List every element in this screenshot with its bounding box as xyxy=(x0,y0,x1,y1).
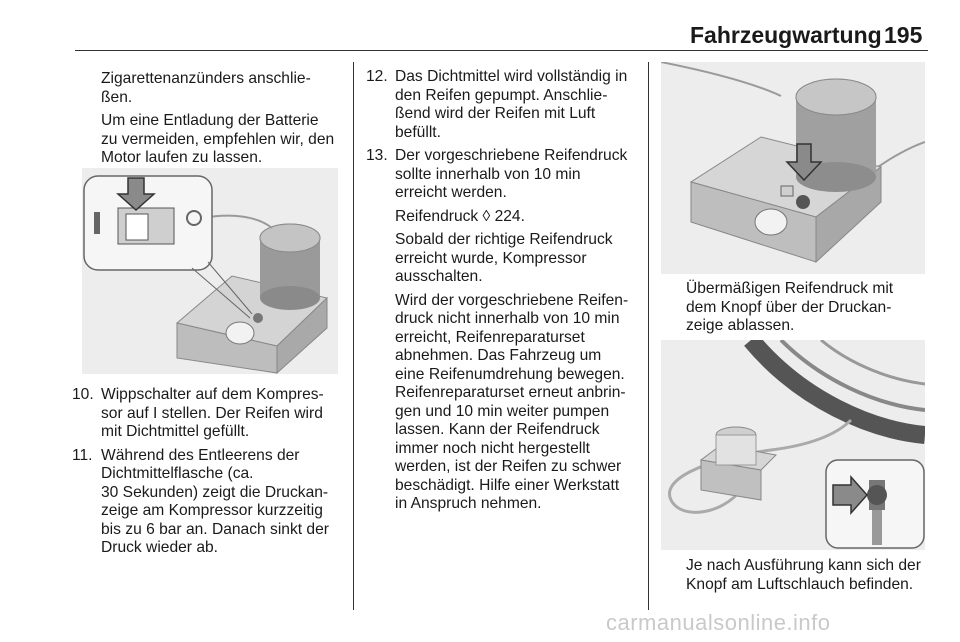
column-divider-1 xyxy=(353,62,354,610)
paragraph-battery-note: Um eine Entladung der Batterie zu vermeiden, empfehlen wir, den Motor laufen zu lassen. xyxy=(101,112,335,166)
step-11: 11. Während des Entleerens der Dichtmittelflasche (ca. 30 Sekunden) zeigt die Druckan- zeige am Kompressor kurzzeitig bis zu 6 bar an. Danach sinkt der Druck wieder ab. xyxy=(72,446,329,556)
header-rule xyxy=(75,50,928,51)
header-title: Fahrzeugwartung xyxy=(690,22,882,48)
column-1 xyxy=(75,70,345,173)
compressor-switch-illustration xyxy=(82,168,338,374)
column-1-steps xyxy=(72,386,350,563)
pressure-not-reached-note: Wird der vorgeschriebene Reifen- druck nicht innerhalb von 10 min erreicht, Reifenreparaturset abnehmen. Das Fahrzeug um eine Reifenumdrehung bewegen. Reifenreparaturset erneut anbrin- gen und 10 min weiter pumpen lassen. Kann der Reifendruck immer noch nicht hergestellt werden, ist der Reifen zu schwer beschädigt. Hilfe einer Werkstatt in Anspruch nehmen. xyxy=(395,291,629,512)
caption-hose-button: Je nach Ausführung kann sich der Knopf am Luftschlauch befinden. xyxy=(686,557,921,593)
column-2 xyxy=(366,68,644,519)
tire-pressure-reference: Reifendruck ◊ 224. xyxy=(395,207,525,225)
paragraph-continuation: Zigarettenanzünders anschlie- ßen. xyxy=(101,70,311,106)
page-number: 195 xyxy=(884,22,923,48)
column-divider-2 xyxy=(648,62,649,610)
step-13: 13. Der vorgeschriebene Reifendruck sollte innerhalb von 10 min erreicht werden. xyxy=(366,147,628,201)
watermark: carmanualsonline.info xyxy=(606,610,831,635)
compressor-deflate-illustration xyxy=(661,62,925,274)
step-10: 10. Wippschalter auf dem Kompres- sor auf I stellen. Der Reifen wird mit Dichtmittel gefüllt. xyxy=(72,386,324,440)
step-12: 12. Das Dichtmittel wird vollständig in den Reifen gepumpt. Anschlie- ßend wird der Reifen mit Luft befüllt. xyxy=(366,68,628,141)
caption-deflate: Übermäßigen Reifendruck mit dem Knopf über der Druckan- zeige ablassen. xyxy=(686,280,894,334)
switch-off-note: Sobald der richtige Reifendruck erreicht wurde, Kompressor ausschalten. xyxy=(395,231,613,285)
hose-button-illustration xyxy=(661,340,925,550)
